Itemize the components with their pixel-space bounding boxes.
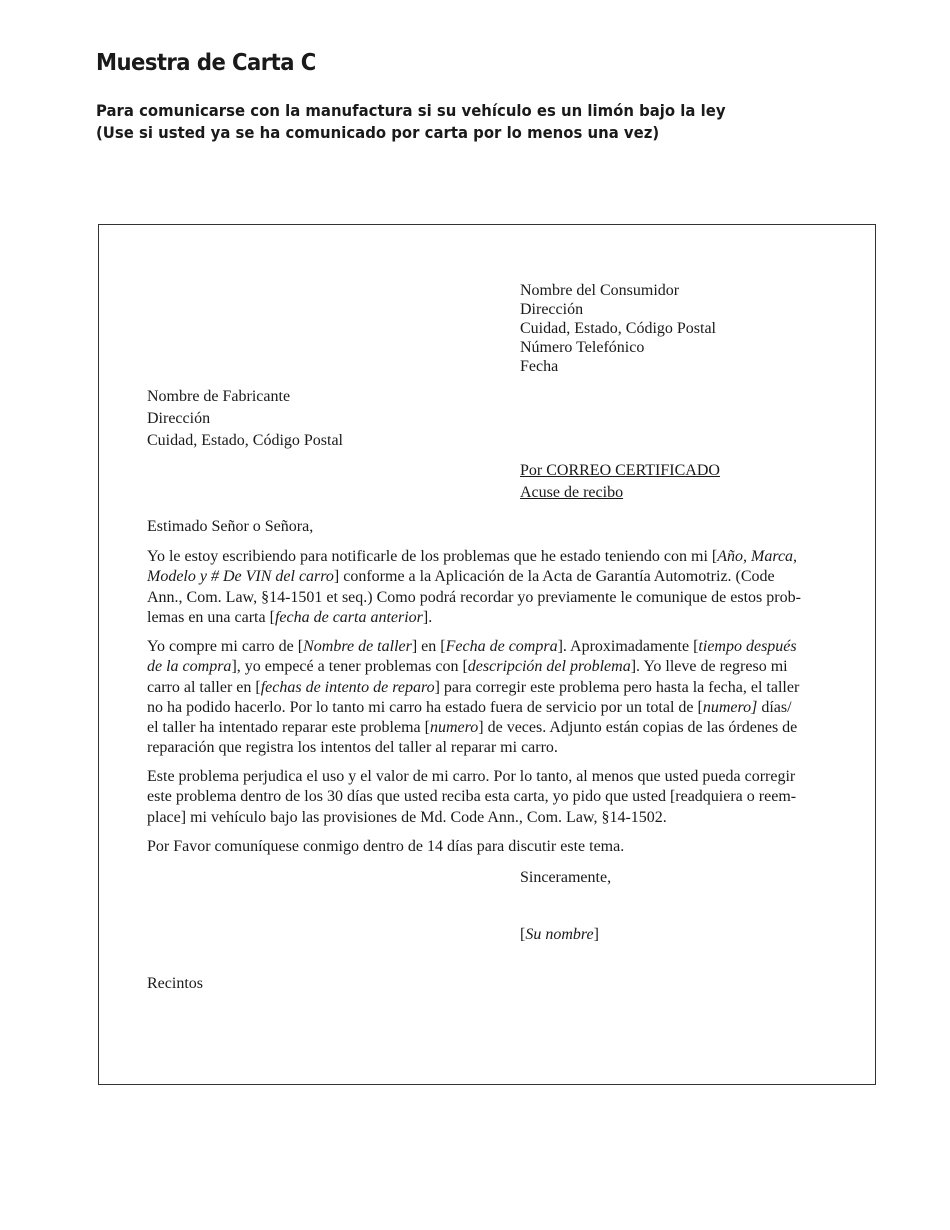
return-receipt-line: Acuse de recibo <box>520 484 624 501</box>
salutation: Estimado Señor o Señora, <box>147 518 314 535</box>
recipient-name: Nombre de Fabricante <box>147 388 291 405</box>
paragraph-3-line: este problema dentro de los 30 días que usted reciba esta carta, yo pido que usted [readquiera o reem- <box>147 788 797 806</box>
paragraph-1-line: Ann., Com. Law, §14-1501 et seq.) Como podrá recordar yo previamente le comunique de estos prob- <box>147 588 801 606</box>
paragraph-3-line: Este problema perjudica el uso y el valor de mi carro. Por lo tanto, al menos que usted pueda corregir <box>147 768 796 785</box>
letter-box <box>98 224 876 1085</box>
certified-mail-line: Por CORREO CERTIFICADO <box>520 462 720 479</box>
sender-city-state-zip: Cuidad, Estado, Código Postal <box>520 320 716 337</box>
subtitle-line-1: Para comunicarse con la manufactura si su vehículo es un limón bajo la ley <box>96 101 726 120</box>
sender-address: Dirección <box>520 301 584 318</box>
subtitle-line-2: (Use si usted ya se ha comunicado por carta por lo menos una vez) <box>96 123 660 142</box>
paragraph-3-line: place] mi vehículo bajo las provisiones de Md. Code Ann., Com. Law, §14-1502. <box>147 808 667 826</box>
paragraph-3 <box>147 767 811 828</box>
sender-phone: Número Telefónico <box>520 339 645 356</box>
recipient-address: Dirección <box>147 410 211 427</box>
signature-placeholder: [Su nombre] <box>520 926 599 943</box>
paragraph-2-line: carro al taller en [fechas de intento de reparo] para corregir este problema pero hasta la fecha, el taller <box>147 678 800 696</box>
paragraph-1-line: Modelo y # De VIN del carro] conforme a la Aplicación de la Acta de Garantía Automotriz. (Code <box>147 568 775 586</box>
paragraph-2-line: de la compra], yo empecé a tener problemas con [descripción del problema]. Yo lleve de regreso mi <box>147 658 788 676</box>
paragraph-2-line: no ha podido hacerlo. Por lo tanto mi carro ha estado fuera de servicio por un total de [numero] días/ <box>147 698 792 716</box>
paragraph-2-line: el taller ha intentado reparar este problema [numero] de veces. Adjunto están copias de las órdenes de <box>147 719 798 737</box>
paragraph-4 <box>147 837 811 857</box>
paragraph-2-line: Yo compre mi carro de [Nombre de taller] en [Fecha de compra]. Aproximadamente [tiempo después <box>147 638 797 655</box>
recipient-city-state-zip: Cuidad, Estado, Código Postal <box>147 432 343 449</box>
mail-method-block <box>520 460 720 504</box>
enclosures-label: Recintos <box>147 975 203 992</box>
paragraph-2-line: reparación que registra los intentos del taller al reparar mi carro. <box>147 739 558 757</box>
paragraph-1-line: lemas en una carta [fecha de carta anterior]. <box>147 608 433 626</box>
sender-block <box>520 281 716 376</box>
paragraph-1 <box>147 547 811 628</box>
page-subtitle <box>96 100 773 144</box>
paragraph-2 <box>147 637 811 759</box>
closing: Sinceramente, <box>520 869 612 886</box>
page-title: Muestra de Carta C <box>96 50 316 76</box>
recipient-block <box>147 386 343 452</box>
paragraph-1-line: Yo le estoy escribiendo para notificarle de los problemas que he estado teniendo con mi [Año, Marca, <box>147 548 798 565</box>
paragraph-4-line: Por Favor comuníquese conmigo dentro de 14 días para discutir este tema. <box>147 838 625 855</box>
sender-date: Fecha <box>520 358 559 375</box>
sender-name: Nombre del Consumidor <box>520 282 680 299</box>
